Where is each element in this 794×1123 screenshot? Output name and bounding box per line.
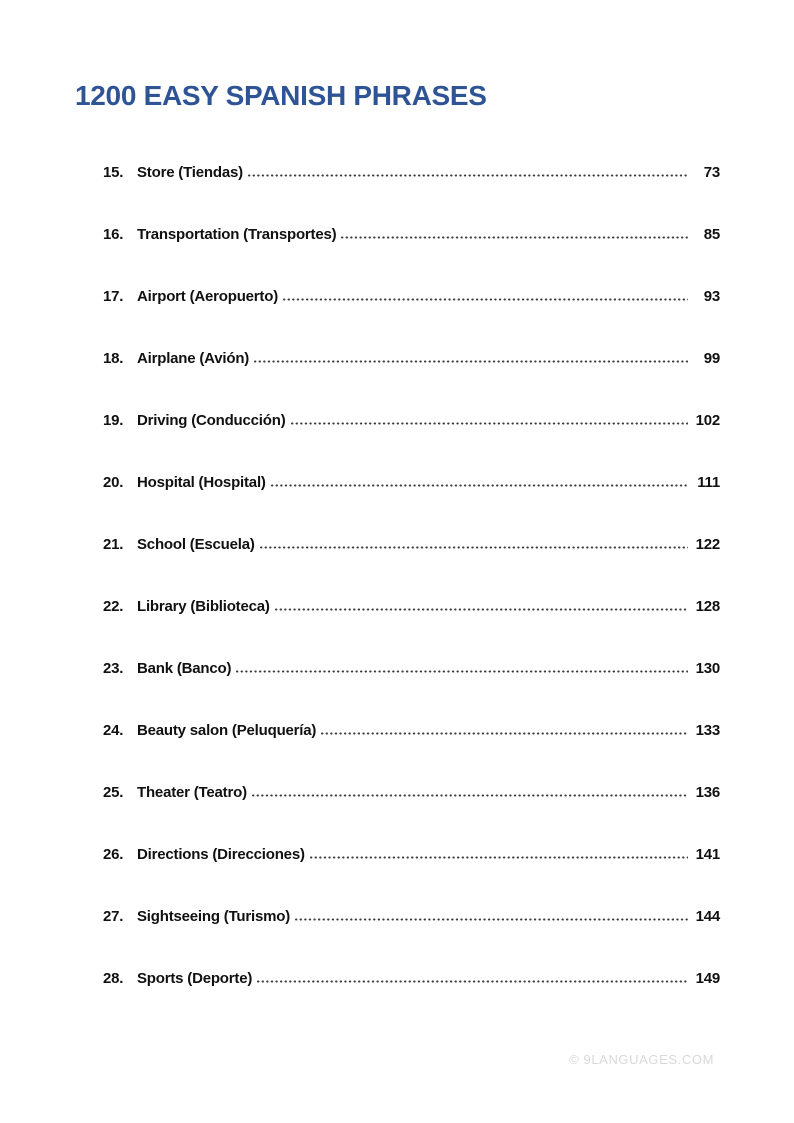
dot-leader <box>260 546 688 549</box>
toc-entry[interactable] <box>103 721 720 741</box>
dot-leader <box>257 980 688 983</box>
toc-entry-number: 24. <box>103 722 124 739</box>
dot-leader <box>321 732 688 735</box>
toc-entry-label: School (Escuela) <box>137 536 255 553</box>
dot-leader <box>295 918 688 921</box>
toc-entry-label: Theater (Teatro) <box>137 784 247 801</box>
toc-entry-number: 15. <box>103 164 124 181</box>
toc-entry[interactable] <box>103 597 720 617</box>
toc-entry-page: 111 <box>697 474 720 491</box>
dot-leader <box>271 484 688 487</box>
toc-entry[interactable] <box>103 783 720 803</box>
toc-entry-number: 17. <box>103 288 124 305</box>
toc-entry[interactable] <box>103 225 720 245</box>
toc-entry[interactable] <box>103 287 720 307</box>
toc-entry-label: Transportation (Transportes) <box>137 226 337 243</box>
toc-entry-page: 93 <box>703 288 720 305</box>
dot-leader <box>310 856 688 859</box>
toc-entry-label: Airport (Aeropuerto) <box>137 288 278 305</box>
toc-entry-page: 102 <box>695 412 720 429</box>
toc-entry-page: 149 <box>695 970 720 987</box>
dot-leader <box>254 360 688 363</box>
toc-entry-page: 133 <box>695 722 720 739</box>
toc-entry-number: 26. <box>103 846 124 863</box>
toc-entry-number: 20. <box>103 474 124 491</box>
dot-leader <box>252 794 688 797</box>
dot-leader <box>283 298 688 301</box>
toc-entry-number: 19. <box>103 412 124 429</box>
toc-entry[interactable] <box>103 163 720 183</box>
toc-entry-label: Driving (Conducción) <box>137 412 286 429</box>
toc-entry-number: 25. <box>103 784 124 801</box>
dot-leader <box>236 670 688 673</box>
toc-entry-page: 85 <box>703 226 720 243</box>
toc-entry-page: 99 <box>703 350 720 367</box>
toc-list <box>103 163 720 1031</box>
toc-entry[interactable] <box>103 969 720 989</box>
toc-entry-label: Sports (Deporte) <box>137 970 253 987</box>
toc-entry-number: 18. <box>103 350 124 367</box>
toc-entry-number: 23. <box>103 660 124 677</box>
dot-leader <box>291 422 689 425</box>
toc-entry-number: 16. <box>103 226 124 243</box>
toc-entry[interactable] <box>103 535 720 555</box>
page-title: 1200 EASY SPANISH PHRASES <box>75 80 487 111</box>
toc-entry-page: 130 <box>695 660 720 677</box>
toc-entry-label: Store (Tiendas) <box>137 164 243 181</box>
toc-entry-number: 22. <box>103 598 124 615</box>
toc-entry-number: 21. <box>103 536 124 553</box>
toc-entry[interactable] <box>103 845 720 865</box>
dot-leader <box>275 608 688 611</box>
toc-entry-page: 144 <box>695 908 720 925</box>
toc-entry-number: 27. <box>103 908 124 925</box>
toc-entry-label: Library (Biblioteca) <box>137 598 270 615</box>
toc-entry-label: Sightseeing (Turismo) <box>137 908 291 925</box>
toc-entry-label: Directions (Direcciones) <box>137 846 305 863</box>
dot-leader <box>341 236 688 239</box>
toc-entry-page: 141 <box>695 846 720 863</box>
toc-entry[interactable] <box>103 907 720 927</box>
dot-leader <box>248 174 688 177</box>
toc-entry-label: Beauty salon (Peluquería) <box>137 722 317 739</box>
toc-entry-label: Bank (Banco) <box>137 660 232 677</box>
toc-entry[interactable] <box>103 349 720 369</box>
toc-entry-number: 28. <box>103 970 124 987</box>
toc-entry[interactable] <box>103 659 720 679</box>
toc-entry-page: 136 <box>695 784 720 801</box>
footer-watermark: © 9LANGUAGES.COM <box>569 1052 714 1067</box>
toc-entry[interactable] <box>103 411 720 431</box>
toc-entry-label: Airplane (Avión) <box>137 350 250 367</box>
toc-entry-page: 122 <box>695 536 720 553</box>
toc-entry-page: 128 <box>695 598 720 615</box>
toc-entry-label: Hospital (Hospital) <box>137 474 266 491</box>
toc-entry[interactable] <box>103 473 720 493</box>
toc-entry-page: 73 <box>703 164 720 181</box>
